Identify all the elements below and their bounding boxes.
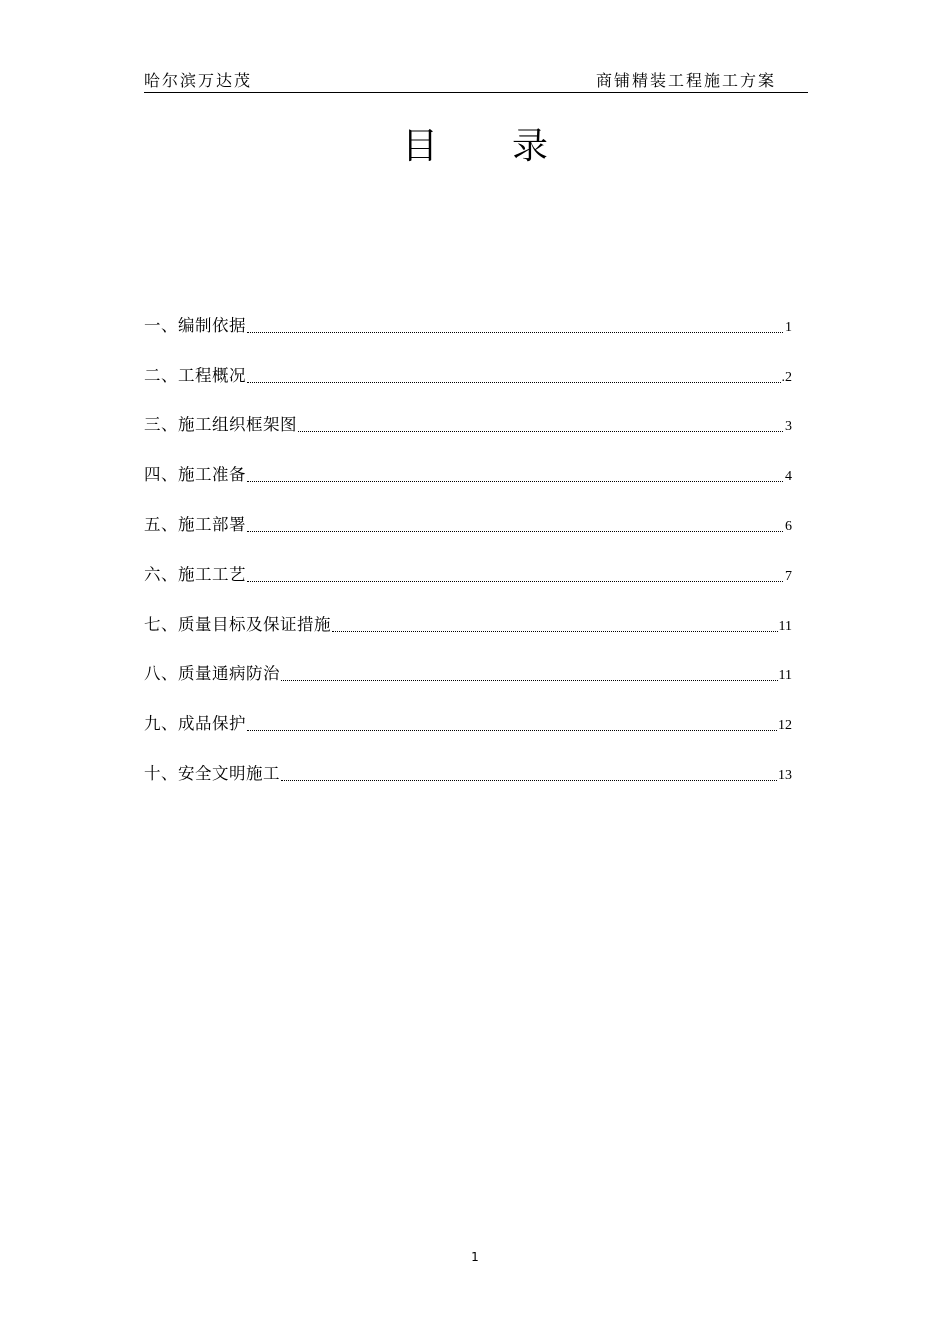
toc-leader-dots bbox=[281, 779, 777, 781]
header-document-title: 商铺精装工程施工方案 bbox=[595, 71, 776, 90]
table-of-contents bbox=[144, 287, 792, 785]
toc-title: 目录 bbox=[401, 126, 622, 167]
toc-entry-label: 九、成品保护 bbox=[144, 714, 246, 734]
toc-entry-page: 11 bbox=[778, 668, 792, 684]
toc-entry-label: 八、质量通病防治 bbox=[144, 664, 280, 684]
toc-entry-page: 13 bbox=[778, 767, 792, 783]
toc-entry-page: .2 bbox=[781, 369, 792, 385]
toc-entry-page: 11 bbox=[778, 618, 792, 634]
toc-entry-label: 一、编制依据 bbox=[144, 315, 246, 335]
toc-entry-label: 六、施工工艺 bbox=[144, 564, 246, 584]
toc-entry-page: 6 bbox=[785, 518, 792, 534]
toc-leader-dots bbox=[247, 729, 777, 731]
toc-entry[interactable] bbox=[144, 536, 792, 586]
toc-entry-page: 1 bbox=[785, 319, 792, 335]
toc-leader-dots bbox=[247, 580, 783, 582]
toc-entry-label: 二、工程概况 bbox=[144, 365, 246, 385]
toc-leader-dots bbox=[247, 480, 783, 482]
toc-entry[interactable] bbox=[144, 735, 792, 785]
toc-leader-dots bbox=[281, 679, 778, 681]
toc-entry-label: 三、施工组织框架图 bbox=[144, 415, 297, 435]
toc-entry-label: 四、施工准备 bbox=[144, 465, 246, 485]
toc-entry[interactable] bbox=[144, 486, 792, 536]
footer-page-number: 1 bbox=[471, 1250, 479, 1264]
toc-entry-label: 七、质量目标及保证措施 bbox=[144, 614, 331, 634]
toc-leader-dots bbox=[332, 630, 778, 632]
toc-entry-label: 十、安全文明施工 bbox=[144, 763, 280, 783]
toc-leader-dots bbox=[298, 430, 783, 432]
toc-entry[interactable] bbox=[144, 337, 792, 387]
toc-leader-dots bbox=[247, 530, 783, 532]
toc-entry[interactable] bbox=[144, 685, 792, 735]
toc-entry[interactable] bbox=[144, 636, 792, 686]
toc-entry-page: 4 bbox=[785, 469, 792, 485]
toc-leader-dots bbox=[247, 331, 783, 333]
toc-entry-page: 7 bbox=[785, 568, 792, 584]
toc-entry-page: 12 bbox=[778, 718, 792, 734]
header-project-name: 哈尔滨万达茂 bbox=[144, 71, 253, 90]
page-header bbox=[144, 66, 808, 93]
toc-entry[interactable] bbox=[144, 387, 792, 437]
toc-leader-dots bbox=[247, 381, 781, 383]
toc-entry[interactable] bbox=[144, 586, 792, 636]
toc-entry-label: 五、施工部署 bbox=[144, 514, 246, 534]
toc-entry-page: 3 bbox=[785, 419, 792, 435]
toc-entry[interactable] bbox=[144, 287, 792, 337]
toc-entry[interactable] bbox=[144, 436, 792, 486]
